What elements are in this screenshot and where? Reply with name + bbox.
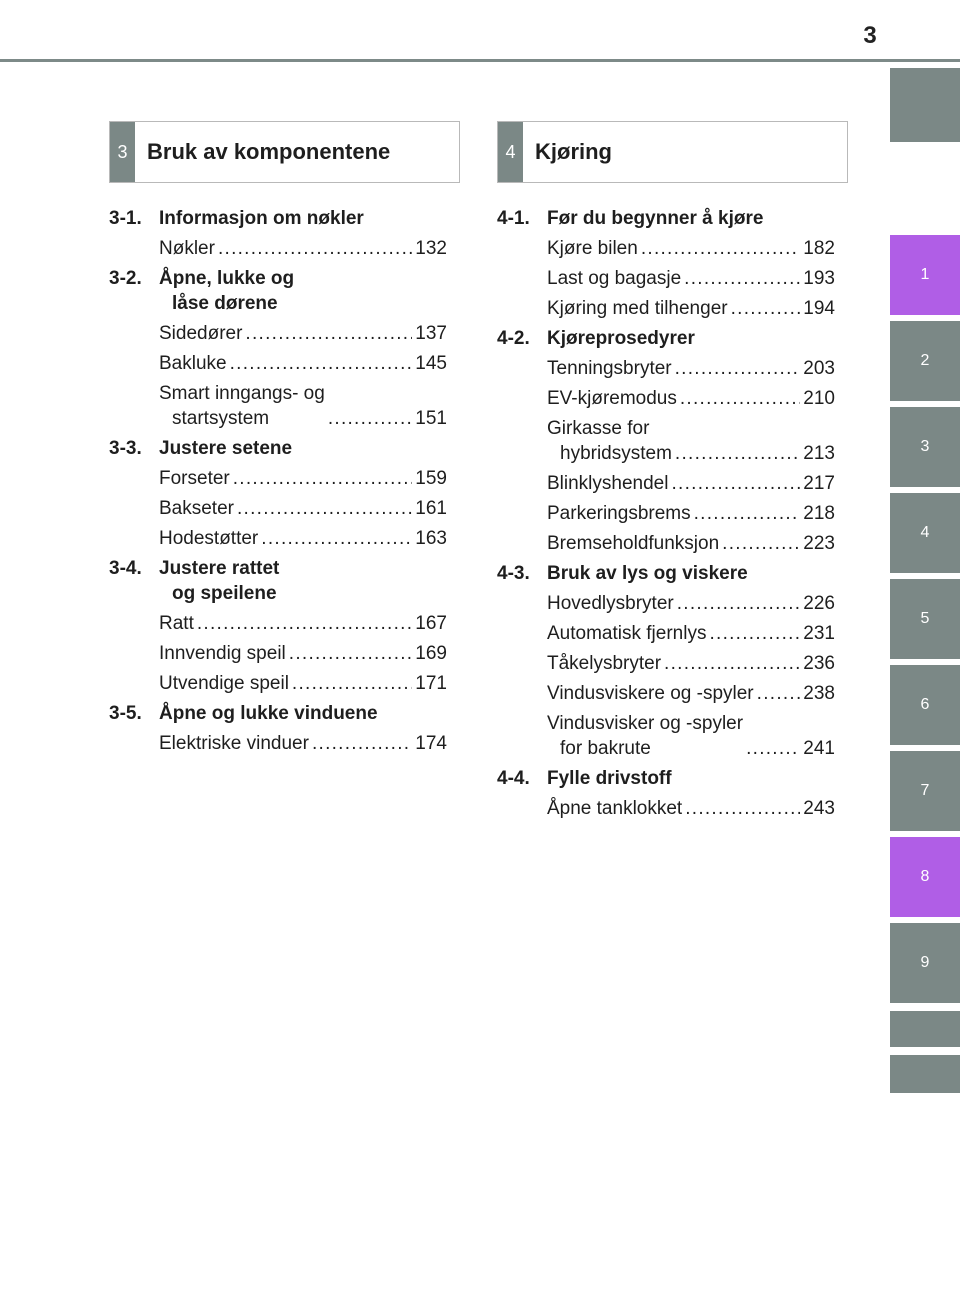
toc-entry-page-number: 218 [803, 503, 835, 524]
toc-heading-line: og speilene [172, 583, 277, 604]
toc-entry-label [547, 266, 681, 291]
toc-entry[interactable] [547, 236, 835, 261]
section-header-4 [497, 121, 848, 183]
toc-entry-page-number: 182 [803, 238, 835, 259]
toc-entry-label-line: Kjøre bilen [547, 238, 638, 259]
toc-heading[interactable] [497, 326, 835, 351]
toc-entry-label [159, 466, 230, 491]
toc-group [497, 326, 835, 556]
toc-entry-label-line: Forseter [159, 468, 230, 489]
toc-group [109, 556, 447, 696]
toc-entry-label-line: Hovedlysbryter [547, 593, 674, 614]
dot-leader [230, 351, 413, 376]
toc-heading-title [547, 561, 835, 586]
toc-entry-label [547, 591, 674, 616]
toc-heading-title [159, 556, 447, 606]
toc-entry-label [547, 501, 691, 526]
toc-entry-label-line: for bakrute [560, 738, 651, 759]
toc-entry-label-line: Parkeringsbrems [547, 503, 691, 524]
toc-entry[interactable] [547, 356, 835, 381]
toc-heading-title [547, 326, 835, 351]
toc-entry-label-line: Innvendig speil [159, 643, 286, 664]
toc-heading[interactable] [109, 206, 447, 231]
toc-entry-label-line: Nøkler [159, 238, 215, 259]
toc-heading-title [547, 206, 835, 231]
toc-heading-number: 3-4. [109, 558, 142, 579]
toc-entry-label-line: Smart inngangs- og [159, 383, 325, 404]
dot-leader [757, 681, 801, 706]
dot-leader [261, 526, 412, 551]
dot-leader [289, 641, 413, 666]
dot-leader [312, 731, 412, 756]
toc-entry-label-line: hybridsystem [560, 443, 672, 464]
toc-group [497, 206, 835, 321]
toc-entry-label-line: Girkasse for [547, 418, 650, 439]
toc-entry-label [547, 236, 638, 261]
toc-entry-label-line: startsystem [172, 408, 270, 429]
toc-entry[interactable] [547, 681, 835, 706]
section-title: Kjøring [535, 139, 612, 164]
chapter-tab-blank[interactable] [890, 1011, 960, 1047]
toc-entry[interactable] [159, 381, 447, 431]
toc-heading-number: 4-4. [497, 768, 530, 789]
toc-entry-label [159, 351, 227, 376]
toc-entry-label [159, 496, 234, 521]
toc-group [109, 436, 447, 551]
toc-entry[interactable] [159, 496, 447, 521]
toc-heading[interactable] [497, 766, 835, 791]
chapter-tab-7[interactable]: 7 [890, 751, 960, 831]
toc-heading[interactable] [109, 701, 447, 726]
toc-entry-label [547, 681, 754, 706]
toc-entry-label [547, 471, 668, 496]
toc-entry-label [547, 356, 672, 381]
toc-entry-label-line: Bakluke [159, 353, 227, 374]
dot-leader [709, 621, 800, 646]
toc-heading-line: Kjøreprosedyrer [547, 328, 695, 349]
toc-entry[interactable] [547, 296, 835, 321]
toc-entry[interactable] [547, 416, 835, 466]
dot-leader [641, 236, 800, 261]
toc-group [497, 561, 835, 761]
toc-entry-label-line: Vindusvisker og -spyler [547, 713, 744, 734]
toc-entry[interactable] [159, 731, 447, 756]
dot-leader [664, 651, 800, 676]
toc-entry-label-line: Åpne tanklokket [547, 798, 683, 819]
section-header-3 [109, 121, 460, 183]
toc-entry-page-number: 159 [415, 468, 447, 489]
section-number-badge: 3 [110, 122, 135, 182]
toc-entry-label [547, 386, 677, 411]
toc-group [497, 766, 835, 821]
toc-heading[interactable] [497, 206, 835, 231]
toc-heading-number: 3-2. [109, 268, 142, 289]
toc-entry-label-line: Bremseholdfunksjon [547, 533, 720, 554]
toc-entry-page-number: 174 [415, 733, 447, 754]
toc-entry-label [159, 671, 289, 696]
section-number-badge: 4 [498, 122, 523, 182]
toc-entry-label [159, 731, 309, 756]
dot-leader [677, 591, 801, 616]
toc-entry-label [547, 796, 682, 821]
toc-entry-label [547, 296, 728, 321]
toc-entry-label [547, 531, 719, 556]
toc-entry[interactable] [159, 611, 447, 636]
toc-entry-page-number: 193 [803, 268, 835, 289]
toc-entry-label-line: Utvendige speil [159, 673, 289, 694]
toc-entry-label-line: Bakseter [159, 498, 234, 519]
toc-entry-page-number: 151 [415, 408, 447, 429]
toc-heading-number: 4-3. [497, 563, 530, 584]
toc-heading-number: 4-1. [497, 208, 530, 229]
toc-entry[interactable] [159, 641, 447, 666]
toc-entry-label [547, 711, 743, 761]
toc-heading-title [159, 436, 447, 461]
toc-entry-page-number: 203 [803, 358, 835, 379]
toc-entry-label [159, 611, 194, 636]
toc-entry[interactable] [547, 796, 835, 821]
toc-heading-line: Justere setene [159, 438, 293, 459]
toc-entry-page-number: 241 [803, 738, 835, 759]
toc-heading-number: 3-3. [109, 438, 142, 459]
toc-entry[interactable] [159, 236, 447, 261]
toc-entry-page-number: 167 [415, 613, 447, 634]
toc-entry[interactable] [547, 711, 835, 761]
chapter-tab-4[interactable]: 4 [890, 493, 960, 573]
toc-entry-page-number: 194 [803, 298, 835, 319]
toc-entry-label [159, 381, 325, 431]
chapter-tab-blank[interactable] [890, 1055, 960, 1093]
toc-entry-page-number: 210 [803, 388, 835, 409]
dot-leader [237, 496, 412, 521]
toc-entry-page-number: 238 [803, 683, 835, 704]
toc-entry-page-number: 169 [415, 643, 447, 664]
toc-heading-title [159, 701, 447, 726]
toc-entry[interactable] [547, 501, 835, 526]
toc-entry[interactable] [547, 471, 835, 496]
toc-entry-label [547, 621, 706, 646]
dot-leader [722, 531, 800, 556]
toc-entry-page-number: 236 [803, 653, 835, 674]
toc-group [109, 701, 447, 756]
toc-entry[interactable] [159, 466, 447, 491]
toc-heading-number: 4-2. [497, 328, 530, 349]
dot-leader [685, 796, 800, 821]
toc-group [109, 206, 447, 261]
toc-entry-label [159, 236, 215, 261]
toc-entry-page-number: 171 [415, 673, 447, 694]
chapter-tab-9[interactable]: 9 [890, 923, 960, 1003]
toc-entry-page-number: 223 [803, 533, 835, 554]
toc-entry-label-line: Hodestøtter [159, 528, 259, 549]
toc-entry[interactable] [547, 266, 835, 291]
toc-entry-label-line: Kjøring med tilhenger [547, 298, 728, 319]
toc-entry-page-number: 226 [803, 593, 835, 614]
dot-leader [680, 386, 800, 411]
toc-entry-label [547, 416, 672, 466]
chapter-tab-1[interactable]: 1 [890, 235, 960, 315]
toc-heading-line: låse dørene [172, 293, 278, 314]
toc-entry-label-line: Sidedører [159, 323, 243, 344]
toc-entry-page-number: 137 [415, 323, 447, 344]
dot-leader [233, 466, 413, 491]
toc-heading[interactable] [497, 561, 835, 586]
toc-entry-page-number: 163 [415, 528, 447, 549]
toc-entry[interactable] [159, 526, 447, 551]
header-rule [0, 59, 960, 62]
toc-heading-line: Åpne, lukke og [159, 268, 295, 289]
toc-heading[interactable] [109, 266, 447, 316]
toc-heading[interactable] [109, 556, 447, 606]
toc-entry-page-number: 132 [415, 238, 447, 259]
toc-entry-page-number: 213 [803, 443, 835, 464]
toc-entry-page-number: 217 [803, 473, 835, 494]
dot-leader [675, 356, 801, 381]
toc-entry-label [547, 651, 661, 676]
toc-entry-label [159, 641, 286, 666]
chapter-tab-6[interactable]: 6 [890, 665, 960, 745]
toc-entry[interactable] [159, 351, 447, 376]
dot-leader [245, 321, 412, 346]
toc-entry-label-line: Automatisk fjernlys [547, 623, 707, 644]
toc-entry[interactable] [547, 651, 835, 676]
toc-heading-line: Informasjon om nøkler [159, 208, 364, 229]
section-title: Bruk av komponentene [147, 139, 391, 164]
toc-entry[interactable] [547, 386, 835, 411]
toc-heading-number: 3-5. [109, 703, 142, 724]
toc-entry-label-line: Tenningsbryter [547, 358, 672, 379]
toc-entry-page-number: 161 [415, 498, 447, 519]
toc-entry-page-number: 145 [415, 353, 447, 374]
toc-entry-label [159, 321, 242, 346]
dot-leader [684, 266, 800, 291]
dot-leader [694, 501, 801, 526]
toc-heading-number: 3-1. [109, 208, 142, 229]
toc-entry-label-line: EV-kjøremodus [547, 388, 677, 409]
dot-leader [671, 471, 800, 496]
toc-heading-line: Bruk av lys og viskere [547, 563, 748, 584]
toc-heading-title [547, 766, 835, 791]
toc-heading-line: Justere rattet [159, 558, 280, 579]
dot-leader [197, 611, 412, 636]
toc-heading-title [159, 266, 447, 316]
dot-leader [328, 406, 412, 431]
toc-entry-label-line: Elektriske vinduer [159, 733, 309, 754]
toc-heading-line: Åpne og lukke vinduene [159, 703, 378, 724]
toc-entry[interactable] [159, 671, 447, 696]
toc-entry-label-line: Last og bagasje [547, 268, 682, 289]
page-number: 3 [863, 22, 877, 49]
dot-leader [746, 736, 800, 761]
toc-entry[interactable] [547, 591, 835, 616]
toc-entry-label-line: Blinklyshendel [547, 473, 669, 494]
toc-entry-page-number: 243 [803, 798, 835, 819]
toc-entry[interactable] [159, 321, 447, 346]
toc-heading-line: Før du begynner å kjøre [547, 208, 764, 229]
chapter-tab-8[interactable]: 8 [890, 837, 960, 917]
toc-entry-label-line: Tåkelysbryter [547, 653, 662, 674]
dot-leader [292, 671, 412, 696]
toc-column-section-3 [109, 206, 447, 761]
chapter-tab-3[interactable]: 3 [890, 407, 960, 487]
toc-heading-title [159, 206, 447, 231]
toc-heading[interactable] [109, 436, 447, 461]
chapter-tab-blank[interactable] [890, 68, 960, 142]
toc-entry-label [159, 526, 258, 551]
toc-entry[interactable] [547, 531, 835, 556]
chapter-tab-2[interactable]: 2 [890, 321, 960, 401]
toc-entry-page-number: 231 [803, 623, 835, 644]
toc-entry-label-line: Ratt [159, 613, 194, 634]
chapter-tab-5[interactable]: 5 [890, 579, 960, 659]
dot-leader [731, 296, 801, 321]
dot-leader [218, 236, 412, 261]
toc-column-section-4 [497, 206, 835, 826]
toc-heading-line: Fylle drivstoff [547, 768, 672, 789]
dot-leader [675, 441, 800, 466]
toc-entry[interactable] [547, 621, 835, 646]
toc-group [109, 266, 447, 431]
toc-entry-label-line: Vindusviskere og -spyler [547, 683, 754, 704]
